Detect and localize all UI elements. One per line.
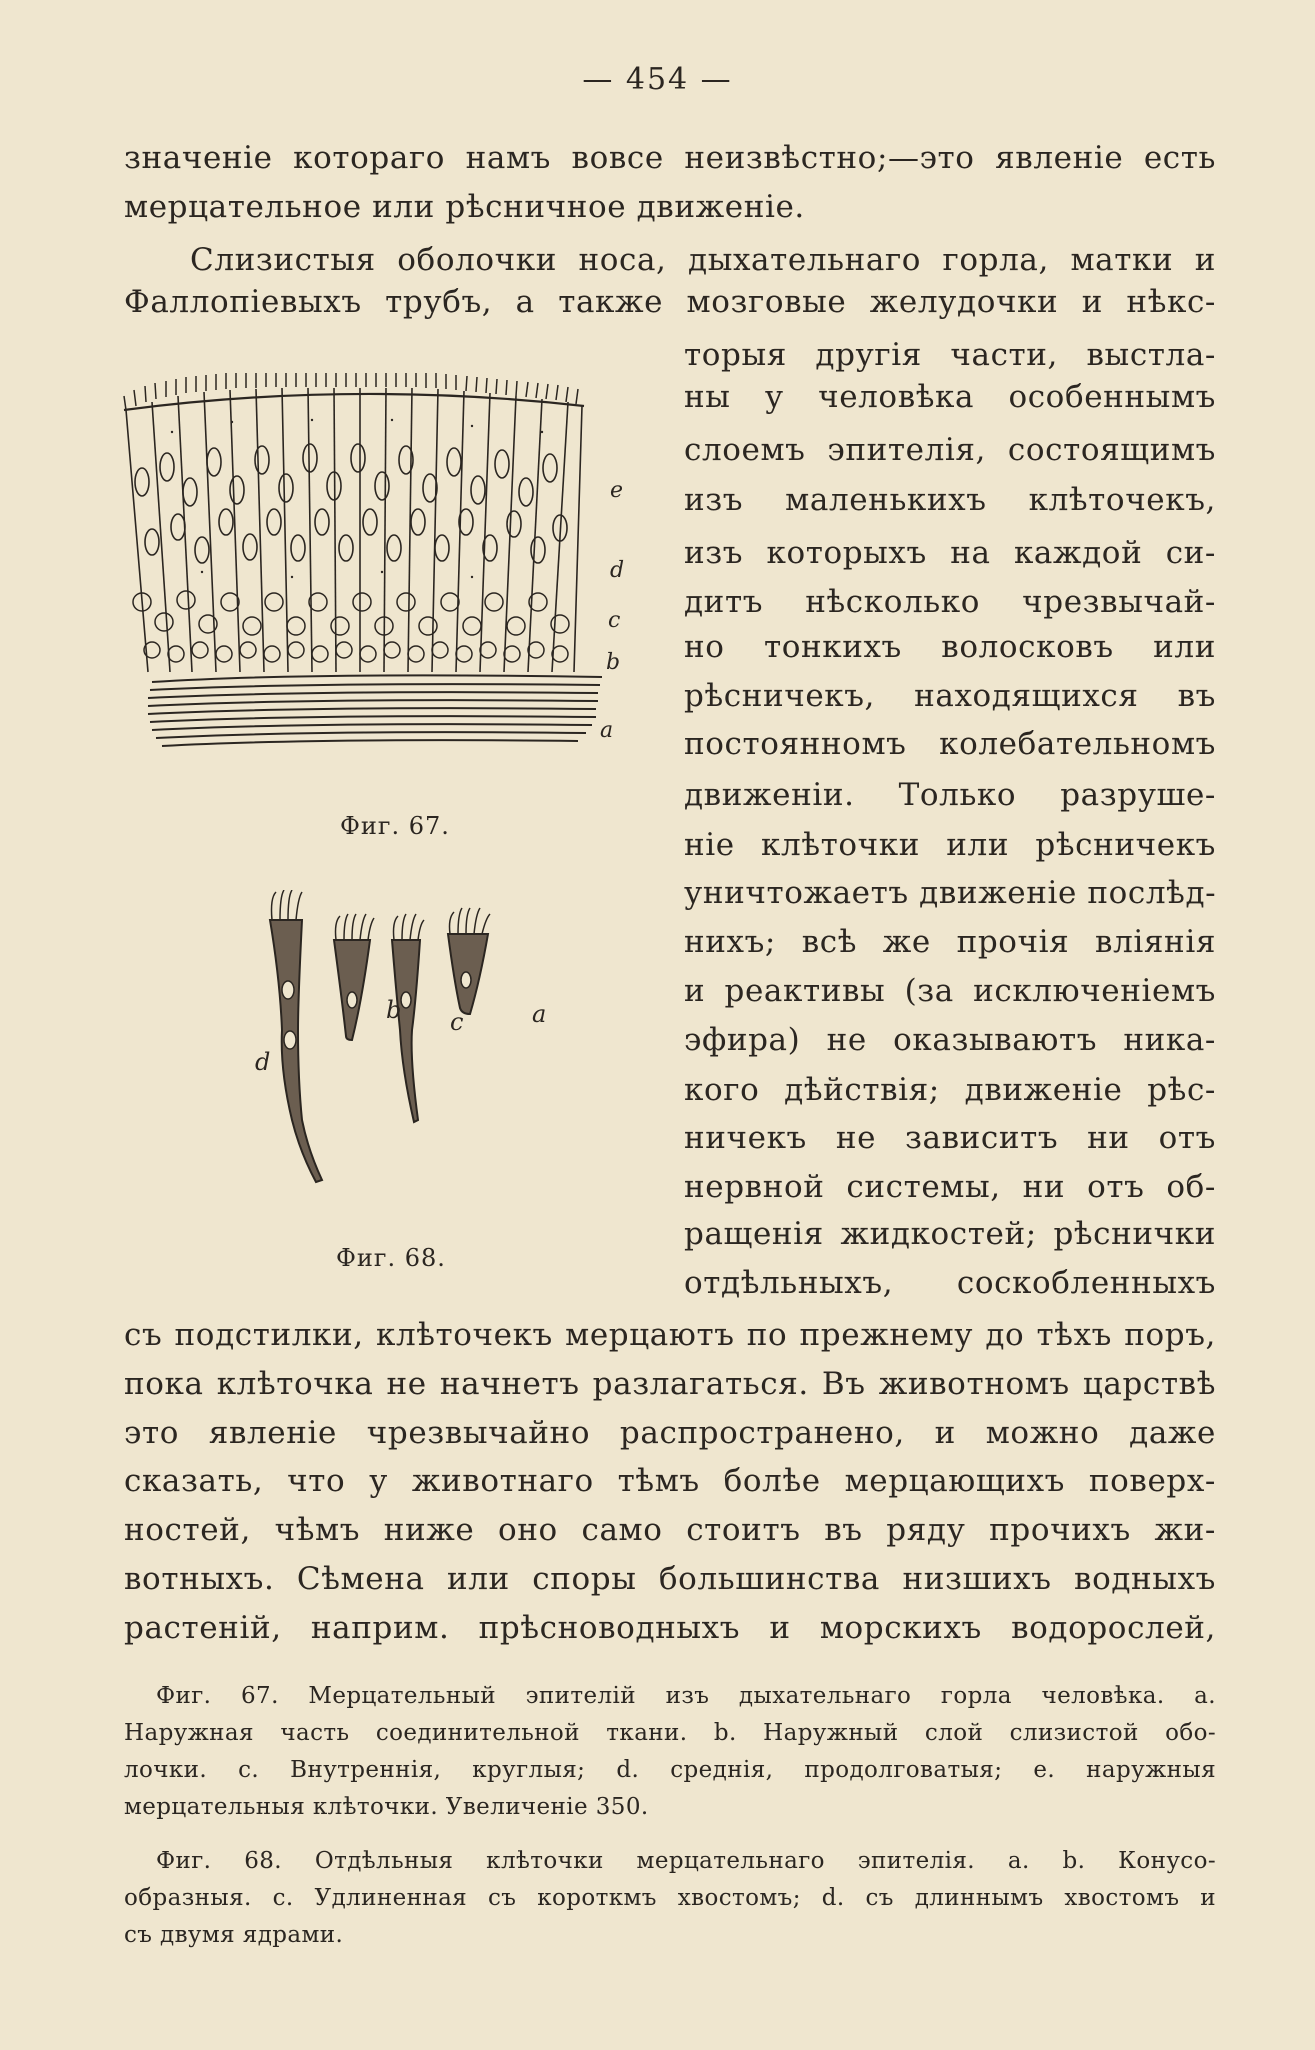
fig68-label-b: b [386,996,403,1024]
figure-67-illustration [112,372,632,762]
footnote-fig67-line: Наружная часть соединительной ткани. b. Наружный слой слизистой обо- [124,1720,1216,1746]
side-line: ніе клѣточки или рѣсничекъ [684,827,1216,863]
side-line: ничекъ не зависитъ ни отъ [684,1120,1216,1156]
body-line: пока клѣточка не начнетъ разлагаться. Въ животномъ царствѣ [124,1366,1216,1402]
side-line: уничтожаетъ движеніе послѣд- [684,875,1217,911]
fig68-label-a: a [532,1000,548,1028]
side-line: движеніи. Только разруше- [684,777,1216,813]
fig67-label-e: e [610,478,625,503]
side-line: торыя другія части, выстла- [684,337,1216,373]
fig67-label-b: b [606,650,622,675]
side-line: рѣсничекъ, находящихся въ [684,678,1216,714]
body-line: Фаллопіевыхъ трубъ, а также мозговые желудочки и нѣкс- [124,284,1216,320]
body-line: ностей, чѣмъ ниже оно само стоитъ въ ряду прочихъ жи- [124,1512,1216,1548]
body-line: мерцательное или рѣсничное движеніе. [124,189,805,225]
side-line: изъ которыхъ на каждой си- [684,535,1216,571]
footnote-fig68-line: Фиг. 68. Отдѣльныя клѣточки мерцательнаго эпителія. a. b. Конусо- [156,1848,1216,1874]
side-line: постоянномъ колебательномъ [684,726,1216,762]
side-line: эфира) не оказываютъ ника- [684,1022,1216,1058]
body-line: это явленіе чрезвычайно распространено, и можно даже [124,1415,1216,1451]
footnote-fig67-line: лочки. c. Внутреннія, круглыя; d. среднія, продолговатыя; e. наружныя [124,1757,1216,1783]
footnote-fig68-line: съ двумя ядрами. [124,1922,344,1948]
fig67-label-d: d [610,558,626,583]
page-number: — 454 — [582,62,733,97]
fig68-caption: Фиг. 68. [336,1244,446,1272]
fig68-label-d: d [255,1048,272,1076]
side-line: изъ маленькихъ клѣточекъ, [684,482,1216,518]
side-line: и реактивы (за исключеніемъ [684,973,1216,1009]
side-line: нихъ; всѣ же прочія вліянія [684,924,1216,960]
figure-68-illustration [262,890,542,1190]
fig67-caption: Фиг. 67. [340,812,450,840]
footnote-fig68-line: образныя. c. Удлиненная съ короткмъ хвостомъ; d. съ длиннымъ хвостомъ и [124,1885,1216,1911]
fig67-label-c: c [608,608,622,633]
side-line: но тонкихъ волосковъ или [684,629,1216,665]
footnote-fig67-line: мерцательныя клѣточки. Увеличеніе 350. [124,1794,649,1820]
side-line: кого дѣйствія; движеніе рѣс- [684,1072,1216,1108]
side-line: дитъ нѣсколько чрезвычай- [684,584,1216,620]
fig67-label-a: a [600,718,615,743]
side-line: нервной системы, ни отъ об- [684,1169,1216,1205]
side-line: слоемъ эпителія, состоящимъ [684,432,1216,468]
body-line: растеній, наприм. прѣсноводныхъ и морскихъ водорослей, [124,1610,1216,1646]
body-line: вотныхъ. Сѣмена или споры большинства низшихъ водныхъ [124,1561,1216,1597]
footnote-fig67-line: Фиг. 67. Мерцательный эпителій изъ дыхательнаго горла человѣка. a. [156,1683,1216,1709]
body-line: значеніе котораго намъ вовсе неизвѣстно;—это явленіе есть [124,140,1216,176]
fig68-label-c: c [450,1008,465,1036]
body-line: съ подстилки, клѣточекъ мерцаютъ по прежнему до тѣхъ поръ, [124,1317,1216,1353]
body-line: сказать, что у животнаго тѣмъ болѣе мерцающихъ поверх- [124,1463,1216,1499]
body-line: Слизистыя оболочки носа, дыхательнаго горла, матки и [190,242,1216,278]
side-line: ращенія жидкостей; рѣснички [684,1216,1216,1252]
side-line: ны у человѣка особеннымъ [684,379,1216,415]
side-line: отдѣльныхъ, соскобленныхъ [684,1265,1216,1301]
